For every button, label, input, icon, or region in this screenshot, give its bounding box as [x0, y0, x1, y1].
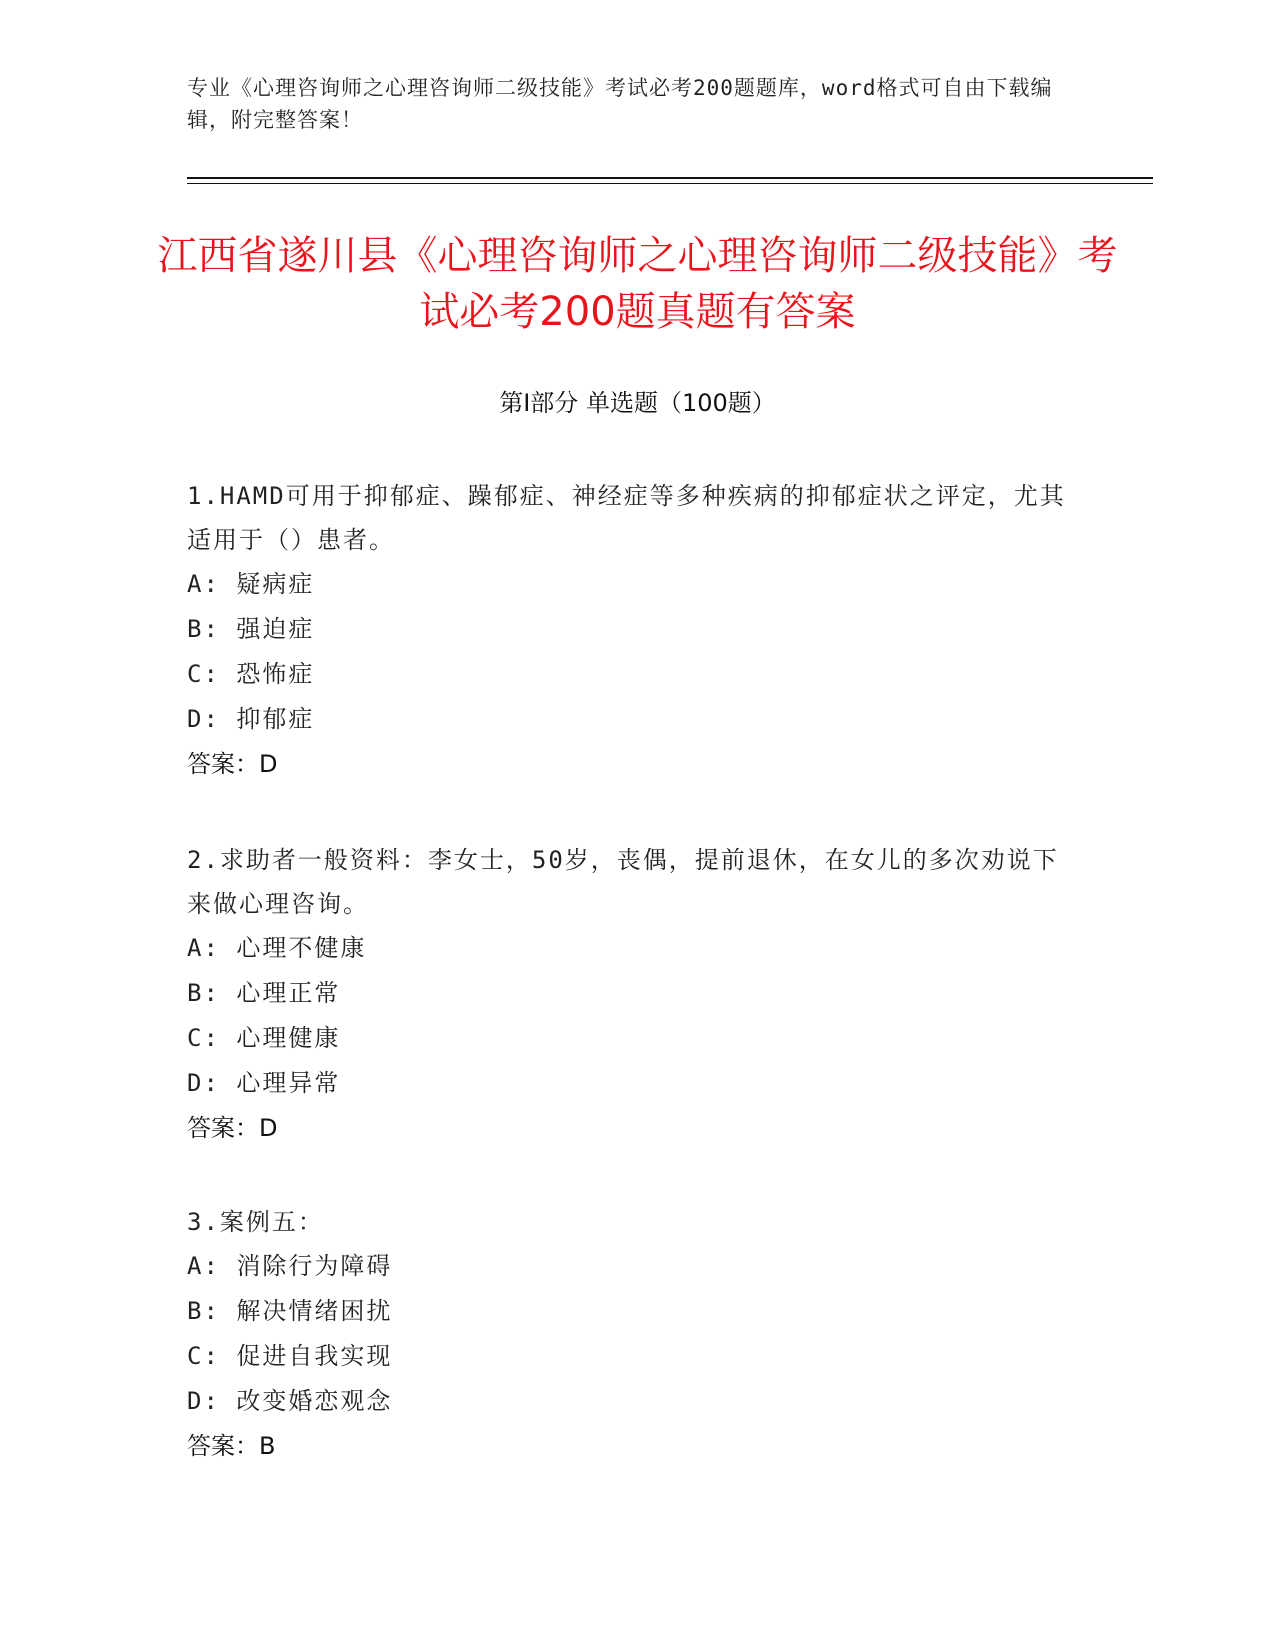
- option-b: B: 心理正常: [187, 979, 341, 1007]
- question-stem: 3.案例五：: [187, 1208, 324, 1236]
- section-heading: 第Ⅰ部分 单选题（100题）: [499, 389, 776, 417]
- option-a: A: 疑病症: [187, 570, 315, 598]
- document-title: 江西省遂川县《心理咨询师之心理咨询师二级技能》考试必考200题真题有答案: [157, 233, 1118, 335]
- question-stem: 1.HAMD可用于抑郁症、躁郁症、神经症等多种疾病的抑郁症状之评定，尤其适用于（）患者。: [187, 482, 1066, 554]
- question-3: [187, 1200, 1067, 1469]
- option-b: B: 解决情绪困扰: [187, 1297, 393, 1325]
- answer-line: 答案：D: [187, 1114, 278, 1142]
- answer-line: 答案：D: [187, 750, 278, 778]
- option-b: B: 强迫症: [187, 615, 315, 643]
- option-d: D: 抑郁症: [187, 705, 315, 733]
- question-1: [187, 474, 1067, 787]
- option-a: A: 心理不健康: [187, 934, 367, 962]
- page-header-text: 专业《心理咨询师之心理咨询师二级技能》考试必考200题题库，word格式可自由下载编辑，附完整答案！: [187, 76, 1053, 132]
- option-c: C: 促进自我实现: [187, 1342, 393, 1370]
- header-divider-thick: [187, 177, 1153, 179]
- answer-line: 答案：B: [187, 1432, 276, 1460]
- option-d: D: 心理异常: [187, 1069, 341, 1097]
- question-2: [187, 838, 1067, 1151]
- option-d: D: 改变婚恋观念: [187, 1387, 393, 1415]
- option-a: A: 消除行为障碍: [187, 1252, 393, 1280]
- option-c: C: 心理健康: [187, 1024, 341, 1052]
- header-divider-thin: [187, 183, 1153, 184]
- option-c: C: 恐怖症: [187, 660, 315, 688]
- question-stem: 2.求助者一般资料：李女士，50岁，丧偶，提前退休，在女儿的多次劝说下来做心理咨询。: [187, 846, 1059, 918]
